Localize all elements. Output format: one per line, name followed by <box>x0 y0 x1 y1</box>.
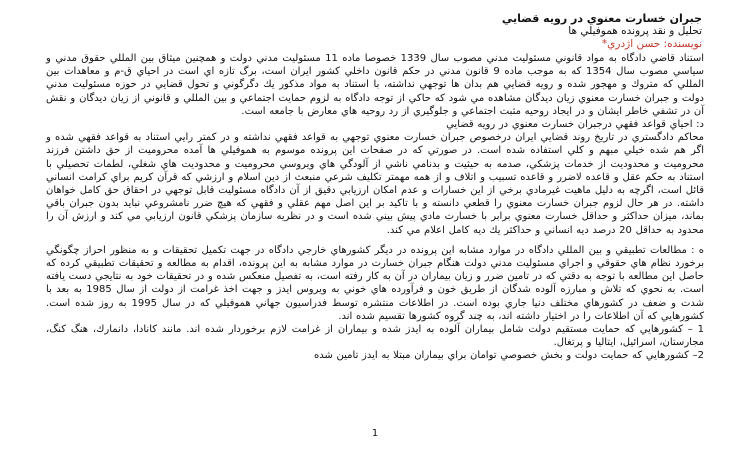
paragraph-intro: استناد قاضي دادگاه به مواد قانوني مسئوليت مدني مصوب سال 1339 خصوصا ماده 11 مسئوليت مدني دولت و همچنين ميثاق بين المللي حقوق مدني و سياسي مصوب سال 1354 كه به موجب ماده 9 قانون مدني در حكم قانون داخلي كشور ايران است، برگ تازه اي است در احياي ق-م و معاهدات بين المللي كه متروك و مهجور شده و رويه قضايي هم بدان ها توجهي نداشته، با استناد به مواد مذكور يك دگرگوني و تحول قضايي در حوزه مسئوليت مدني دولت و جبران خسارت معنوي زيان ديدگان مشاهده مي شود كه حاكي از توجه دادگاه به لزوم حمايت اجتماعي و بين المللي و قانوني از زيان ديدگان و نقش آن در تشفي خاطر ايشان و در ايجاد روحيه مثبت اجتماعي و جلوگيري از رد روحيه هاي معارض با جامعه است. <box>46 53 705 117</box>
paragraph-comparative-studies: ه : مطالعات تطبيقي و بين المللي دادگاه در موارد مشابه اين پرونده در ديگر كشورهاي خارجي دادگاه در جهت تكميل تحقيقات و به منظور احراز چگونگي برخورد نظام هاي حقوقي و اجراي مسئوليت مدني دولت هنگام جبران خسارت در موارد مشابه به اين پرونده، اقدام به مطالعه و تحقيقات تطبيقي كرده كه حاصل اين مطالعه با توجه به دقتي كه در تامين ضرر و زيان بيماران در آن به كار رفته است، به تفصيل منعكس شده و در تحقيقات خود به نتايجي دست يافته است. به نحوي كه تلاش و مبارزه آلوده شدگان از طريق خون و فرآورده هاي خوني به ويروس ايدز و جهت اخذ غرامت از دولت از سال 1985 به بعد با شدت و ضعف در كشورهاي مختلف دنيا جاري بوده است. در اطلاعات منتشره توسط فدراسيون جهاني هموفيلي كه در سال 1995 به روز شده است. كشورهايي كه آن اطلاعات را در اختيار داشته اند، به چند گروه كشورها تقسيم شده اند. <box>46 244 705 322</box>
list-item-1: 1 – كشورهايي كه حمايت مستقيم دولت شامل بيماران آلوده به ايدز شده و بيماران از غرامت لازم برخوردار شده اند. مانند كانادا، دانمارك، هنگ كنگ، مجارستان، اسرائيل، ايتاليا و پرتغال. <box>46 324 704 349</box>
document-author: نويسنده: حسن اژدري* <box>601 38 702 50</box>
paragraph-jurisprudence: محاكم دادگستري در تاريخ روند قضايي ايران درخصوص جبران خسارت معنوي توجهي به قواعد فقهي نداشته و در كمتر رايي استناد به قواعد فقهي شده و اگر هم شده خيلي مبهم و كلي استفاده شده است. در صورتي كه در صفحات اين پرونده موسوم به هموفيلي ها آمده محروميت از حق داشتن فرزند محروميت و محدوديت از خدمات پزشكي، صدمه به حيثيت و بدنامي ناشي از آلودگي هاي ويروسي محروميت و محدوديت هاي شغلي، لطمات تحصيلي با استناد به حكم عقل و قاعده لاضرر و قاعده تسبيب و اتلاف و از همه مهمتر تكليف شرعي منبعث از دين اسلام و ارزشي كه قرآن كريم براي كرامت انساني قائل است، اگرچه به دليل ماهيت غيرمادي برخي از اين خسارات و عدم امكان ارزيابي دقيق از آن دادگاه مسئوليت قابل توجهي در احقاق حق كامل خواهان داشته. در هر حال لزوم جبران خسارت معنوي را قطعي دانسته و با تاكيد بر اين اصل مهم عقلي و فقهي كه هيچ ضرر نامشروعي نبايد بدون جبران باقي بماند، ميزان حداكثر و حداقل خسارت معنوي برابر با خسارت مادي پيش بيني شده است و در نظريه سازمان پزشكي قانون ارزيابي مي كند و ارزش آن را محدود به حداقل 20 درصد ديه انساني و حداكثر يك ديه كامل اعلام مي كند. <box>46 132 704 236</box>
list-item-2: 2– كشورهايي كه حمايت دولت و بخش خصوصي توامان براي بيماران مبتلا به ايدز تامين شده <box>313 350 704 362</box>
document-title: جبران خسارت معنوي در رويه قضايي <box>501 12 702 25</box>
document-subtitle: تحليل و نقد پرونده هموفيلي ها <box>568 25 702 37</box>
page-number: 1 <box>371 428 379 439</box>
section-heading-d: د: احياي قواعد فقهي درجبران خسارت معنوي در رويه قضايي <box>446 119 704 131</box>
